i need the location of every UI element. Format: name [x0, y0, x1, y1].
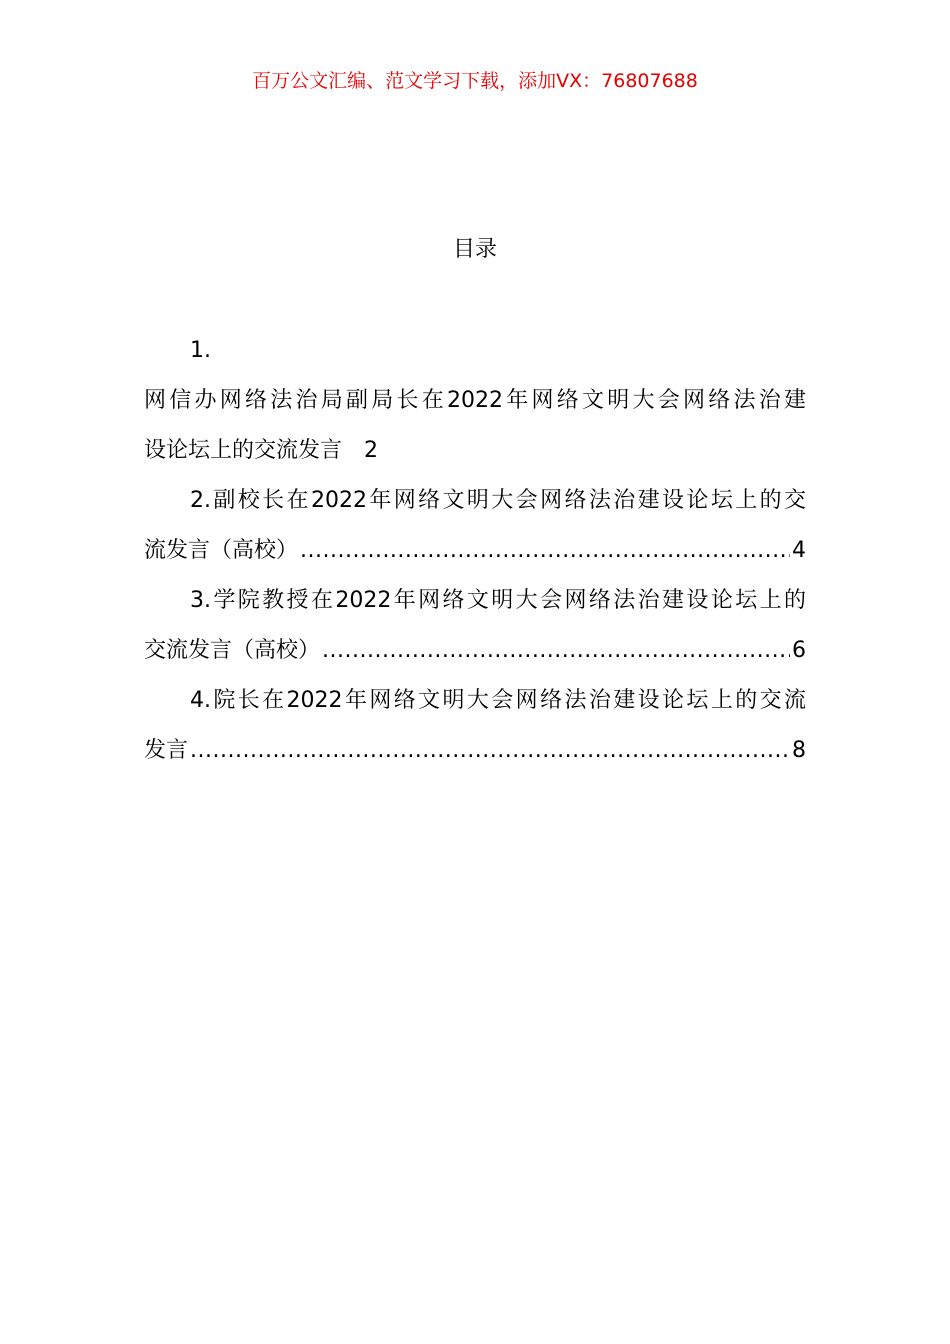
toc-entry-text: 4.院长在2022年网络文明大会网络法治建设论坛上的交流 — [190, 688, 806, 713]
toc-entry-text: 设论坛上的交流发言 — [144, 438, 343, 463]
toc-entry-4-line1[interactable] — [144, 676, 806, 726]
toc-entry-3-line1[interactable] — [144, 576, 806, 626]
header-watermark-note: 百万公文汇编、范文学习下载，添加VX：76807688 — [252, 70, 698, 92]
toc-entry-text: 2.副校长在2022年网络文明大会网络法治建设论坛上的交 — [190, 488, 806, 513]
toc-entry-page-number: 6 — [792, 638, 806, 663]
toc-entry-number: 1. — [190, 338, 211, 363]
toc-entry-4-line2[interactable] — [144, 726, 806, 776]
dot-leader — [322, 626, 790, 676]
toc-entry-text: 流发言（高校） — [144, 538, 299, 563]
toc-entry-page-number: 8 — [792, 738, 806, 763]
toc-entry-text: 发言 — [144, 738, 189, 763]
toc-entry-2-line1[interactable] — [144, 476, 806, 526]
toc-entry-page-number: 2 — [364, 438, 379, 463]
toc-entry-2-line2[interactable] — [144, 526, 806, 576]
toc-entry-1-line1[interactable] — [144, 376, 806, 426]
toc-entry-1-number[interactable] — [144, 326, 806, 376]
dot-leader — [300, 526, 790, 576]
toc-entry-text: 网信办网络法治局副局长在2022年网络文明大会网络法治建 — [144, 388, 806, 413]
toc-entry-1-line2[interactable] — [144, 426, 806, 476]
toc-title: 目录 — [452, 237, 497, 262]
toc-entry-text: 3.学院教授在2022年网络文明大会网络法治建设论坛上的 — [190, 588, 806, 613]
toc-entry-page-number: 4 — [792, 538, 806, 563]
table-of-contents — [144, 326, 806, 776]
dot-leader — [190, 726, 790, 776]
toc-entry-3-line2[interactable] — [144, 626, 806, 676]
toc-entry-text: 交流发言（高校） — [144, 638, 321, 663]
